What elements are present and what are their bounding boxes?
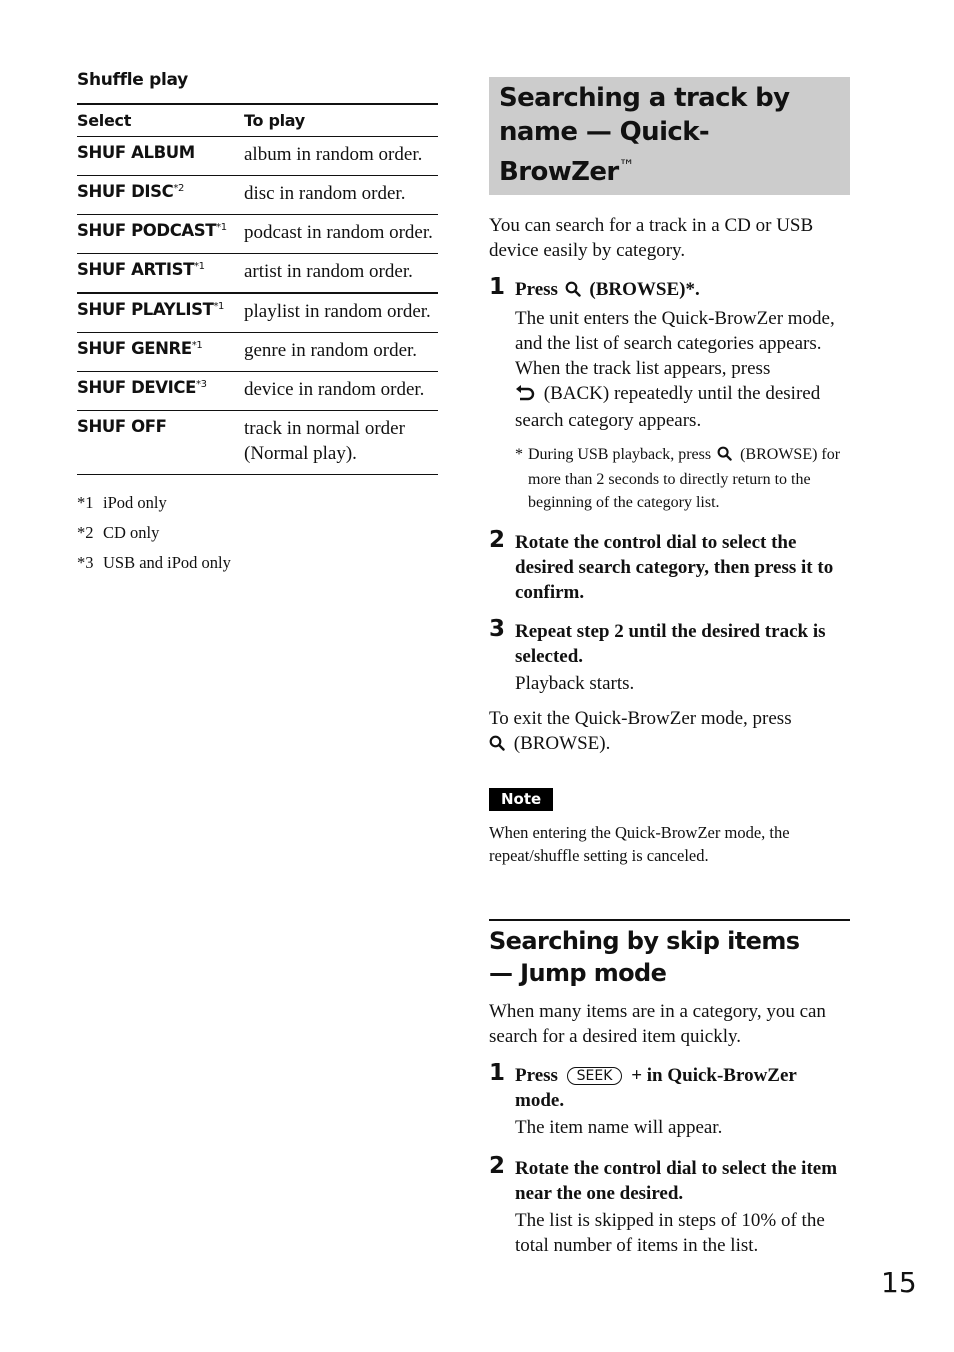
step-description: Playback starts. bbox=[515, 673, 635, 694]
table-row bbox=[77, 176, 438, 215]
exit-instructions bbox=[489, 706, 850, 758]
browse-search-icon bbox=[565, 279, 581, 304]
browse-search-icon bbox=[489, 733, 505, 758]
column-header-select: Select bbox=[77, 104, 244, 137]
step-2 bbox=[489, 527, 850, 605]
jump-mode-intro: When many items are in a category, you can search for a desired item quickly. bbox=[489, 1001, 826, 1047]
exit-text-post: (BROWSE). bbox=[513, 733, 611, 754]
quick-browzer-section bbox=[489, 77, 850, 1258]
step-number: 2 bbox=[489, 527, 506, 553]
shuffle-play-heading: Shuffle play bbox=[77, 70, 188, 90]
jump-step-2 bbox=[489, 1153, 850, 1258]
step-title-post: + in Quick-BrowZer mode. bbox=[515, 1065, 797, 1111]
footnote-mark: *3 bbox=[77, 553, 94, 572]
table-row bbox=[77, 137, 438, 176]
step-number: 3 bbox=[489, 616, 506, 642]
exit-text-pre: To exit the Quick-BrowZer mode, press bbox=[489, 708, 792, 729]
table-header-row bbox=[77, 104, 438, 137]
section-heading: Searching a track by name — Quick-BrowZer bbox=[499, 83, 790, 187]
step-1 bbox=[489, 274, 850, 514]
select-value: SHUF DEVICE bbox=[77, 378, 196, 397]
footnote-mark: * bbox=[515, 446, 523, 463]
note-badge: Note bbox=[489, 788, 553, 811]
select-value: SHUF GENRE bbox=[77, 339, 192, 358]
to-play-value: podcast in random order. bbox=[244, 215, 438, 254]
column-header-to-play: To play bbox=[244, 104, 438, 137]
to-play-value: album in random order. bbox=[244, 137, 438, 176]
select-value: SHUF PODCAST bbox=[77, 221, 217, 240]
step-number: 1 bbox=[489, 274, 506, 300]
footnote-text-pre: During USB playback, press bbox=[528, 446, 712, 463]
footnote-mark: *2 bbox=[77, 523, 94, 542]
footnote-ref: *3 bbox=[195, 379, 207, 390]
step-footnote bbox=[515, 443, 850, 514]
select-value: SHUF DISC bbox=[77, 182, 174, 201]
footnote-text: USB and iPod only bbox=[103, 553, 231, 572]
page-number: 15 bbox=[881, 1266, 917, 1299]
footnote-text-post: (BROWSE) for more than 2 seconds to directly return to the beginning of the category list. bbox=[528, 446, 841, 511]
back-arrow-icon bbox=[515, 383, 535, 408]
step-title: Rotate the control dial to select the item near the one desired. bbox=[515, 1158, 838, 1204]
to-play-value: genre in random order. bbox=[244, 333, 438, 372]
browse-search-icon bbox=[717, 445, 732, 468]
footnote-text: CD only bbox=[103, 523, 160, 542]
to-play-value: track in normal order (Normal play). bbox=[244, 411, 438, 475]
to-play-value: playlist in random order. bbox=[244, 293, 438, 333]
step-title-pre: Press bbox=[515, 1065, 558, 1086]
shuffle-play-section bbox=[77, 70, 438, 583]
step-title-pre: Press bbox=[515, 279, 558, 300]
jump-mode-heading: Searching by skip items — Jump mode bbox=[489, 927, 800, 987]
step-3 bbox=[489, 616, 850, 696]
select-value: SHUF OFF bbox=[77, 417, 167, 436]
step-description: The item name will appear. bbox=[515, 1117, 723, 1138]
seek-button-label: SEEK bbox=[567, 1067, 623, 1085]
table-row bbox=[77, 372, 438, 411]
step-description: The unit enters the Quick-BrowZer mode, and the list of search categories appears. bbox=[515, 308, 835, 354]
table-row bbox=[77, 411, 438, 475]
table-row bbox=[77, 293, 438, 333]
section-intro: You can search for a track in a CD or USB device easily by category. bbox=[489, 215, 814, 261]
footnote-ref: *2 bbox=[173, 183, 184, 194]
step-title: Rotate the control dial to select the desired search category, then press it to confirm. bbox=[515, 532, 834, 603]
footnote-ref: *1 bbox=[193, 261, 205, 272]
step-title: Repeat step 2 until the desired track is selected. bbox=[515, 621, 826, 667]
select-value: SHUF ARTIST bbox=[77, 260, 194, 279]
footnote-ref: *1 bbox=[216, 222, 227, 233]
footnote bbox=[77, 523, 438, 543]
step-number: 1 bbox=[489, 1060, 506, 1086]
step-number: 2 bbox=[489, 1153, 506, 1179]
step-title-post: (BROWSE)*. bbox=[589, 279, 700, 300]
to-play-value: artist in random order. bbox=[244, 254, 438, 294]
section-heading-box bbox=[489, 77, 850, 195]
table-row bbox=[77, 215, 438, 254]
table-row bbox=[77, 254, 438, 294]
shuffle-table bbox=[77, 103, 438, 475]
select-value: SHUF ALBUM bbox=[77, 143, 195, 162]
footnote-ref: *1 bbox=[191, 340, 203, 351]
section-divider bbox=[489, 919, 850, 921]
table-row bbox=[77, 333, 438, 372]
note-text: When entering the Quick-BrowZer mode, the repeat/shuffle setting is canceled. bbox=[489, 823, 790, 865]
step-description-pre: When the track list appears, press bbox=[515, 358, 771, 379]
footnote bbox=[77, 553, 438, 573]
footnote bbox=[77, 493, 438, 513]
footnote-mark: *1 bbox=[77, 493, 94, 512]
jump-step-1 bbox=[489, 1060, 850, 1140]
footnote-text: iPod only bbox=[103, 493, 167, 512]
select-value: SHUF PLAYLIST bbox=[77, 300, 214, 319]
to-play-value: device in random order. bbox=[244, 372, 438, 411]
footnote-ref: *1 bbox=[213, 301, 225, 312]
step-description-post: (BACK) repeatedly until the desired search category appears. bbox=[515, 383, 821, 431]
step-description: The list is skipped in steps of 10% of the total number of items in the list. bbox=[515, 1210, 825, 1256]
to-play-value: disc in random order. bbox=[244, 176, 438, 215]
table-footnotes bbox=[77, 493, 438, 573]
trademark-symbol: ™ bbox=[618, 156, 635, 175]
